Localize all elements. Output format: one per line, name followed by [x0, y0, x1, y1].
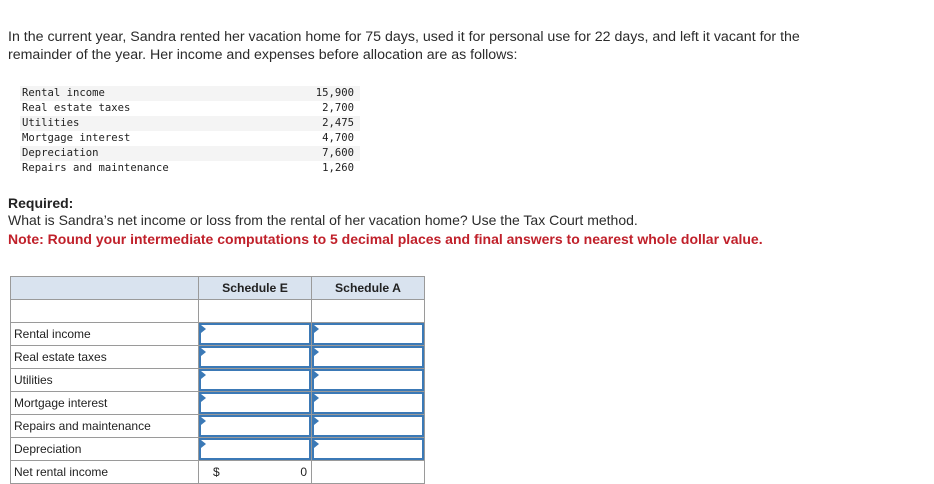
given-label: Mortgage interest — [20, 131, 300, 146]
schedule-e-utilities-input[interactable] — [199, 369, 311, 391]
schedule-e-repairs-input[interactable] — [199, 415, 311, 437]
row-label: Depreciation — [11, 438, 199, 461]
given-row — [20, 116, 360, 131]
given-row — [20, 161, 360, 176]
schedule-e-rental-income-input[interactable] — [199, 323, 311, 345]
answer-row-real-estate-taxes — [11, 346, 425, 369]
row-label: Utilities — [11, 369, 199, 392]
schedule-a-mortgage-interest-input[interactable] — [312, 392, 424, 414]
given-value: 2,475 — [300, 116, 360, 131]
given-label: Repairs and maintenance — [20, 161, 300, 176]
given-value: 1,260 — [300, 161, 360, 176]
schedule-e-real-estate-taxes-input[interactable] — [199, 346, 311, 368]
schedule-a-depreciation-input[interactable] — [312, 438, 424, 460]
schedule-e-cell — [199, 392, 312, 415]
answer-row-repairs-and-maintenance — [11, 415, 425, 438]
answer-row-mortgage-interest — [11, 392, 425, 415]
given-row — [20, 146, 360, 161]
spacer-row — [11, 300, 425, 323]
given-data-table — [20, 86, 360, 176]
header-schedule-e: Schedule E — [199, 277, 312, 300]
row-label: Repairs and maintenance — [11, 415, 199, 438]
schedule-a-cell — [312, 346, 425, 369]
given-value: 2,700 — [300, 101, 360, 116]
answer-row-depreciation — [11, 438, 425, 461]
net-income-value: 0 — [300, 465, 307, 479]
intro-line-2: remainder of the year. Her income and expenses before allocation are as follows: — [8, 47, 518, 63]
schedule-e-cell — [199, 438, 312, 461]
given-row — [20, 131, 360, 146]
schedule-a-cell — [312, 369, 425, 392]
schedule-e-cell — [199, 346, 312, 369]
schedule-e-cell — [199, 415, 312, 438]
given-label: Real estate taxes — [20, 101, 300, 116]
intro-line-1: In the current year, Sandra rented her vacation home for 75 days, used it for personal use for 22 days, and left it vacant for the — [8, 29, 800, 45]
given-row — [20, 86, 360, 101]
header-blank-cell — [11, 277, 199, 300]
row-label: Rental income — [11, 323, 199, 346]
schedule-a-cell — [312, 438, 425, 461]
net-income-total-cell — [199, 461, 312, 484]
schedule-a-real-estate-taxes-input[interactable] — [312, 346, 424, 368]
given-value: 7,600 — [300, 146, 360, 161]
schedule-e-cell — [199, 369, 312, 392]
schedule-a-cell — [312, 392, 425, 415]
answer-row-rental-income — [11, 323, 425, 346]
row-label: Net rental income — [11, 461, 199, 484]
spacer-cell — [11, 300, 199, 323]
given-value: 15,900 — [300, 86, 360, 101]
header-schedule-a: Schedule A — [312, 277, 425, 300]
given-value: 4,700 — [300, 131, 360, 146]
required-question: What is Sandra’s net income or loss from the rental of her vacation home? Use the Tax Court method. — [8, 212, 638, 228]
row-label: Mortgage interest — [11, 392, 199, 415]
schedule-a-empty-cell — [312, 461, 425, 484]
currency-symbol: $ — [213, 465, 220, 479]
schedule-a-cell — [312, 323, 425, 346]
given-label: Utilities — [20, 116, 300, 131]
required-heading: Required: — [8, 195, 74, 211]
answer-row-utilities — [11, 369, 425, 392]
given-row — [20, 101, 360, 116]
schedule-a-rental-income-input[interactable] — [312, 323, 424, 345]
answer-row-net-rental-income — [11, 461, 425, 484]
schedule-e-cell — [199, 323, 312, 346]
schedule-a-repairs-input[interactable] — [312, 415, 424, 437]
row-label: Real estate taxes — [11, 346, 199, 369]
schedule-a-cell — [312, 415, 425, 438]
problem-intro — [8, 28, 908, 64]
schedule-e-mortgage-interest-input[interactable] — [199, 392, 311, 414]
spacer-cell — [312, 300, 425, 323]
spacer-cell — [199, 300, 312, 323]
given-label: Rental income — [20, 86, 300, 101]
schedule-e-depreciation-input[interactable] — [199, 438, 311, 460]
given-label: Depreciation — [20, 146, 300, 161]
rounding-note: Note: Round your intermediate computations to 5 decimal places and final answers to nearest whole dollar value. — [8, 231, 763, 247]
answer-table — [10, 276, 425, 484]
schedule-a-utilities-input[interactable] — [312, 369, 424, 391]
answer-header-row — [11, 277, 425, 300]
